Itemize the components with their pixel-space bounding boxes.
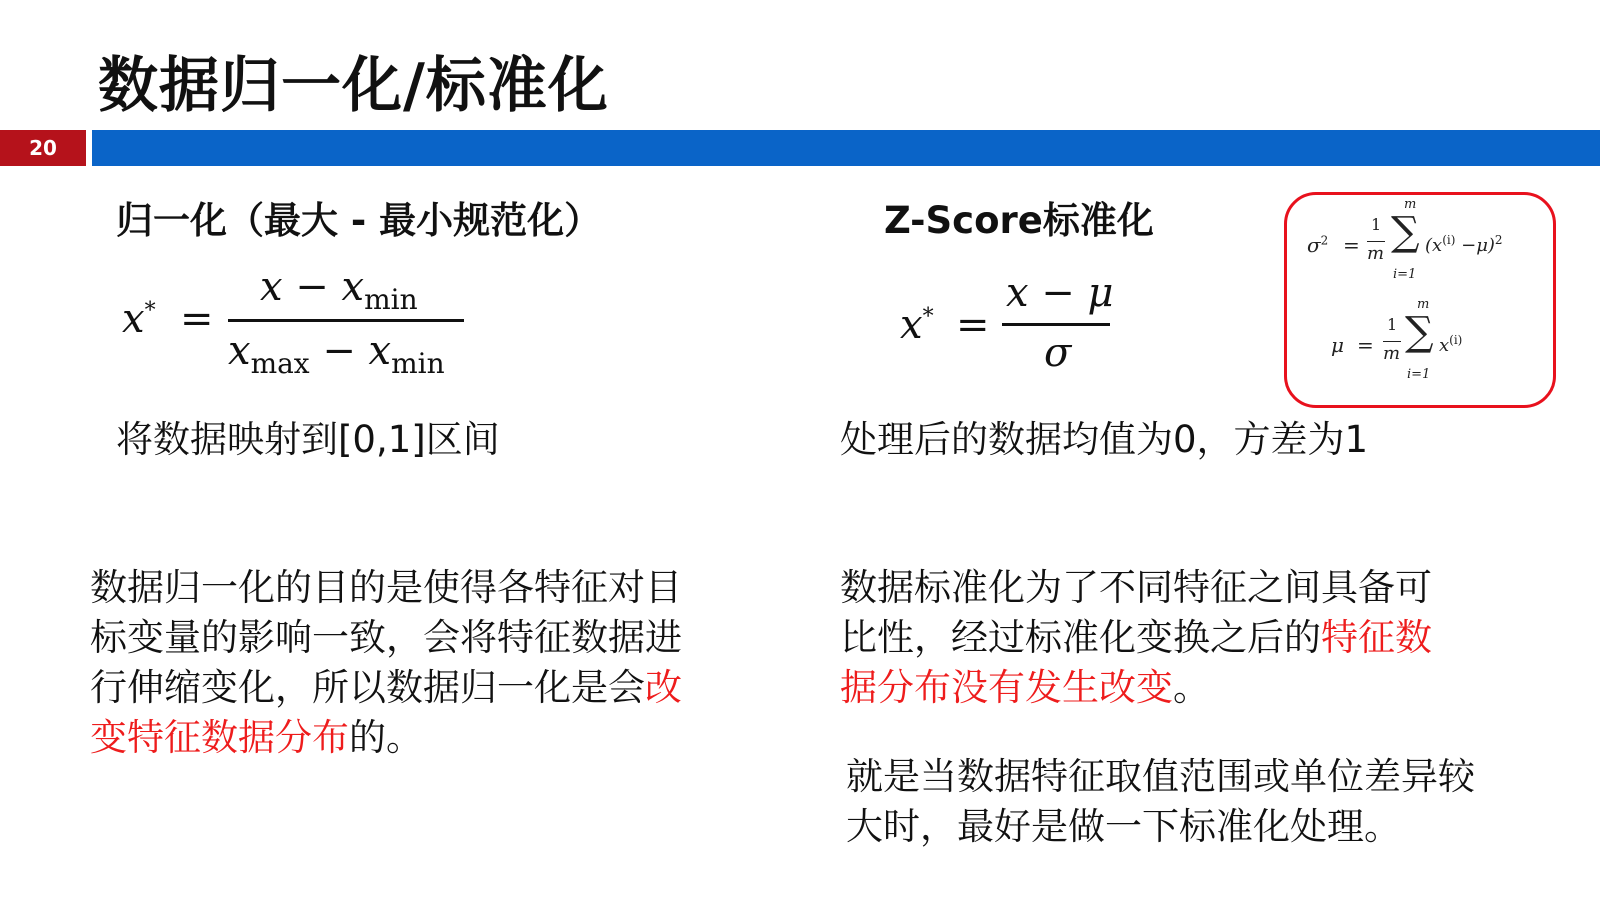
normalization-caption: 将数据映射到[0,1]区间 xyxy=(116,418,500,461)
page-number: 20 xyxy=(0,130,86,166)
formula-numerator: $x - x_{min}$ xyxy=(260,264,418,316)
formula-denominator: $x_{max} - x_{min}$ xyxy=(228,328,445,380)
highlight-text: 改变特征数据分布 xyxy=(90,666,682,759)
formula-equals: = xyxy=(956,302,990,348)
zscore-caption: 处理后的数据均值为0，方差为1 xyxy=(840,418,1369,461)
formula-box xyxy=(1284,192,1556,408)
zscore-heading: Z-Score标准化 xyxy=(884,199,1154,242)
zscore-note: 就是当数据特征取值范围或单位差异较大时，最好是做一下标准化处理。 xyxy=(846,755,1475,848)
zscore-paragraph: 数据标准化为了不同特征之间具备可比性，经过标准化变换之后的特征数据分布没有发生改变。 xyxy=(840,566,1432,709)
formula-denominator: σ xyxy=(1044,330,1072,376)
formula-numerator: x − μ xyxy=(1006,270,1114,316)
fraction-bar xyxy=(228,319,464,322)
formula-lhs: x* xyxy=(900,302,934,348)
fraction-bar xyxy=(1002,323,1110,326)
formula-lhs: x* xyxy=(122,296,156,342)
normalization-heading: 归一化（最大 - 最小规范化） xyxy=(116,199,602,242)
variance-formula: $\sigma^2$ = 1 m m ∑ i=1 $(x^{(i)} -\mu)^2$ xyxy=(1307,197,1503,282)
formula-equals: = xyxy=(180,296,214,342)
highlight-text: 特征数据分布没有发生改变 xyxy=(840,616,1432,709)
slide-title: 数据归一化/标准化 xyxy=(98,51,609,121)
normalization-formula xyxy=(120,262,480,388)
normalization-paragraph: 数据归一化的目的是使得各特征对目标变量的影响一致，会将特征数据进行伸缩变化，所以数据归一化是会改变特征数据分布的。 xyxy=(90,566,682,759)
zscore-formula xyxy=(898,268,1138,388)
header-bar xyxy=(92,130,1600,166)
mean-formula: μ = 1 m m ∑ i=1 $x^{(i)}$ xyxy=(1331,297,1463,382)
